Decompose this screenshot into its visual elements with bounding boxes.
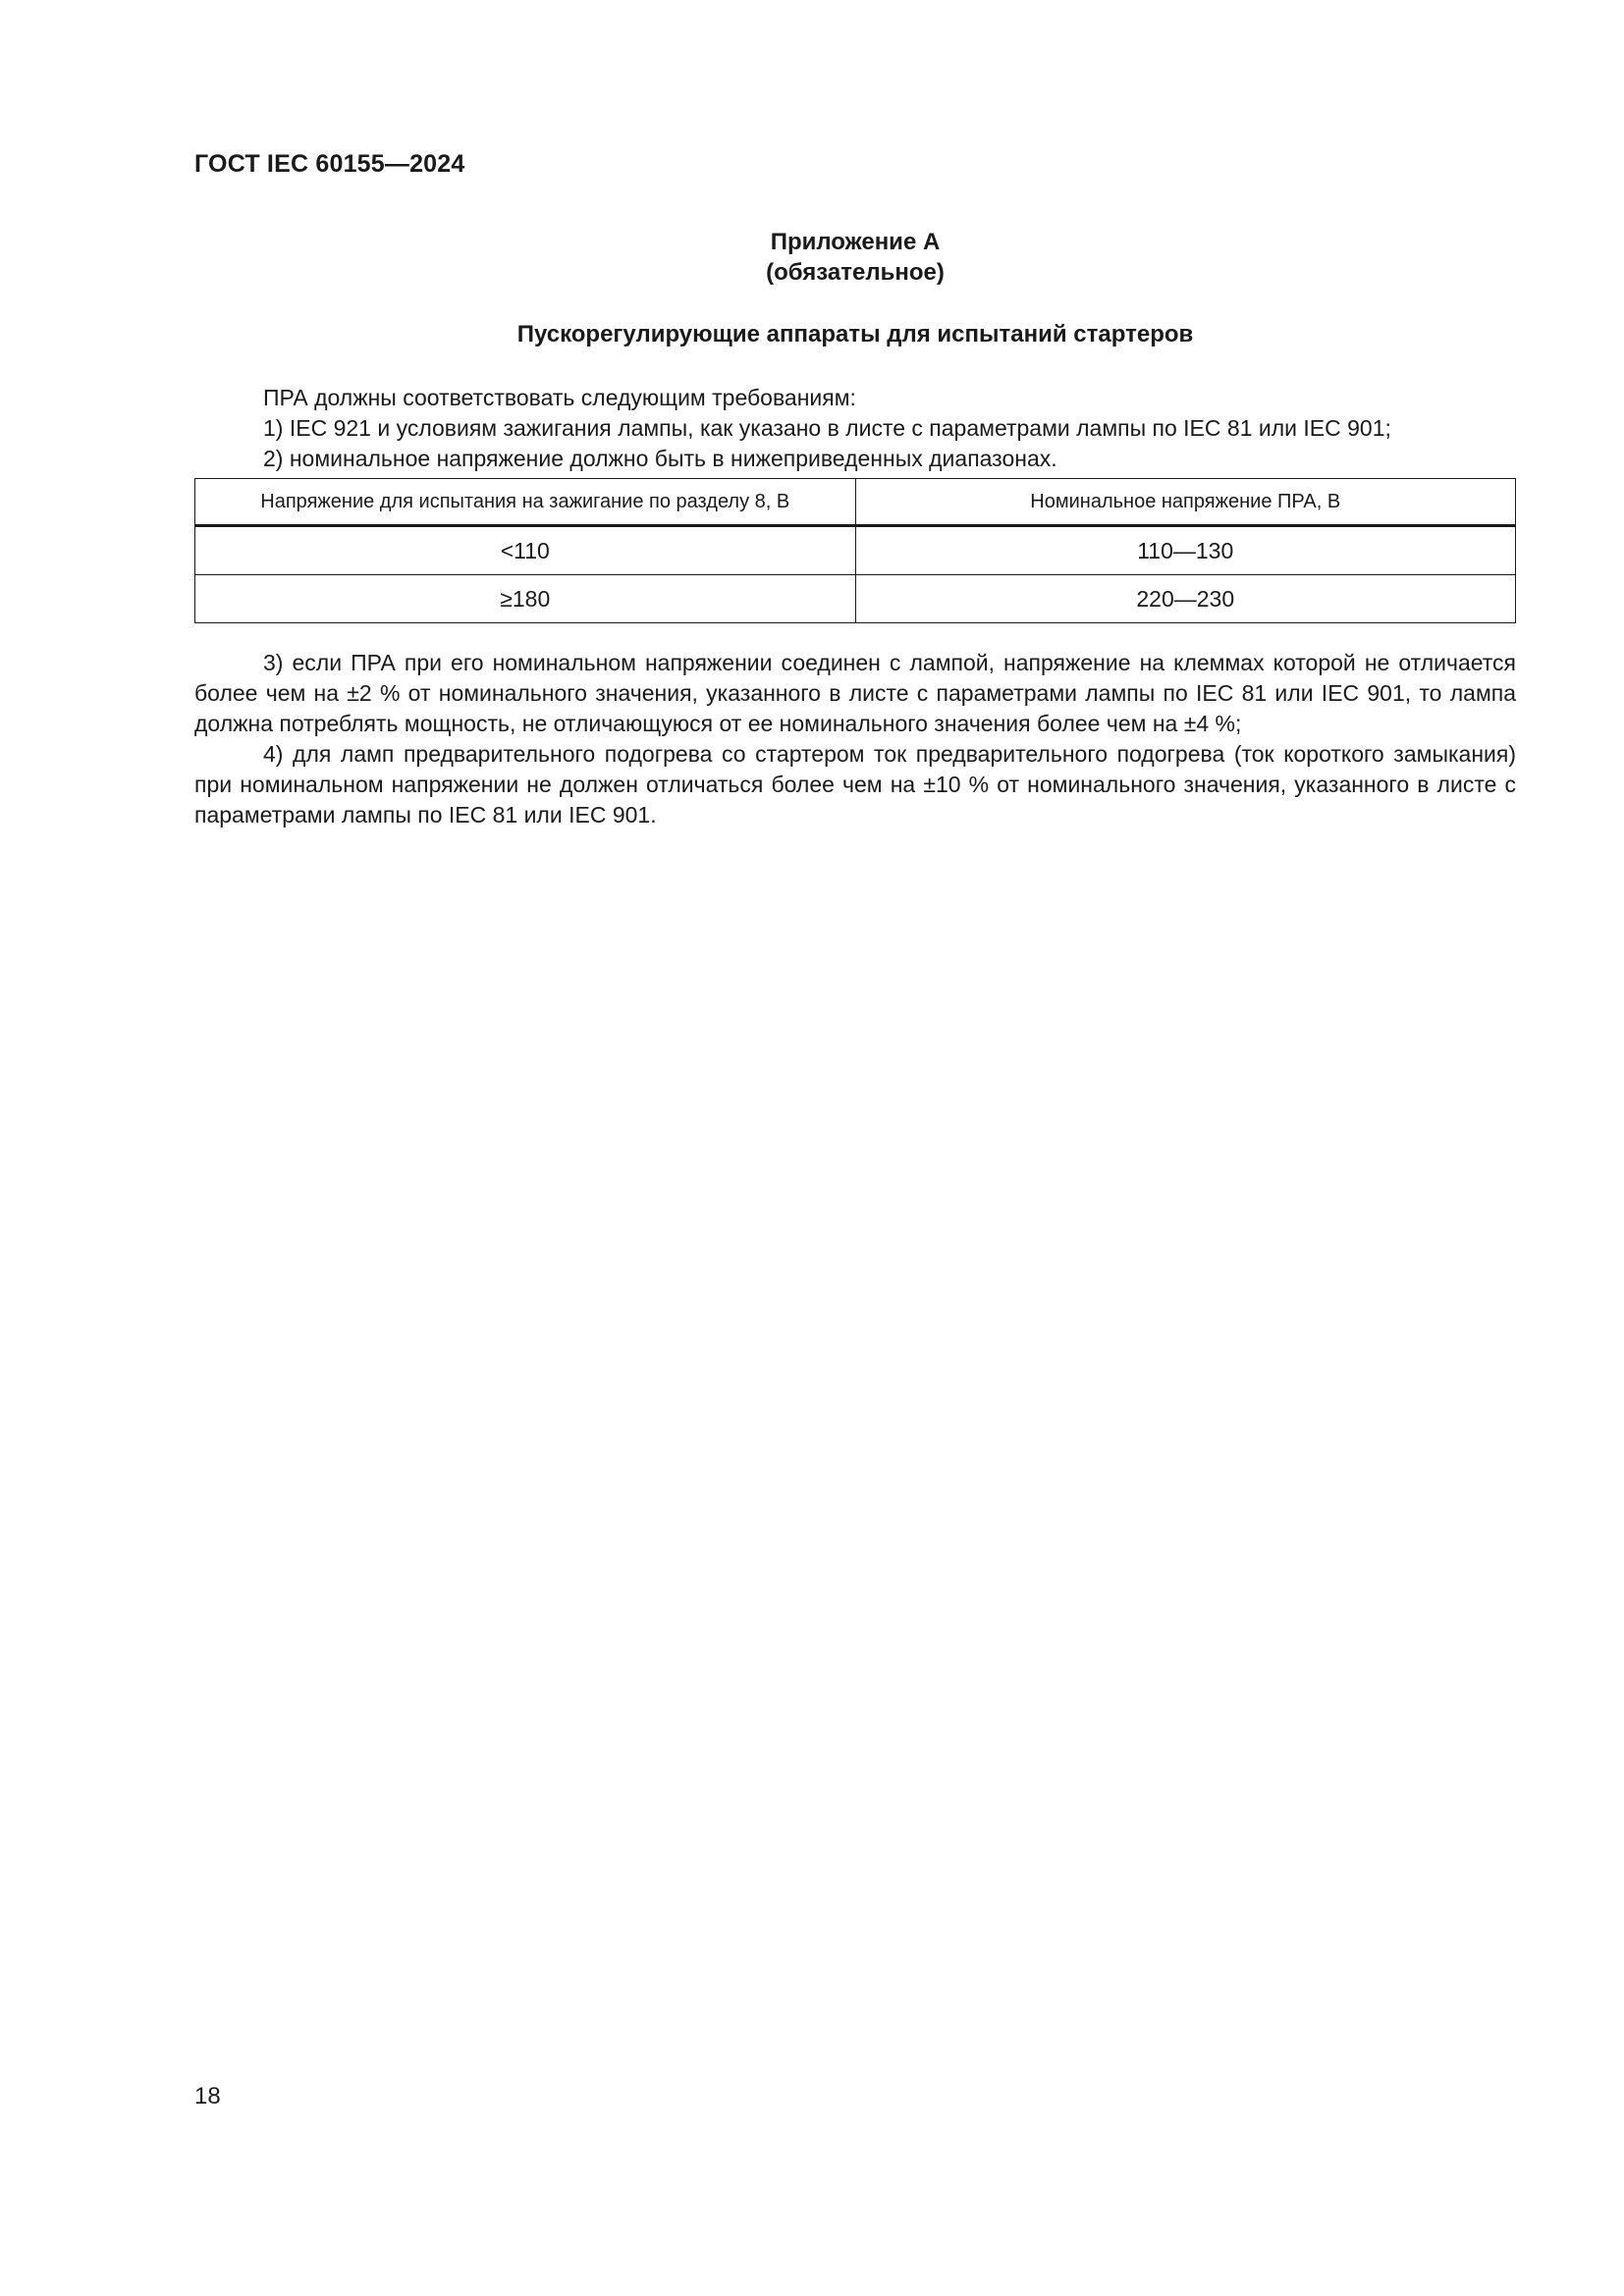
table-header-test-voltage: Напряжение для испытания на зажигание по разделу 8, В: [195, 479, 856, 526]
requirement-item-2: 2) номинальное напряжение должно быть в нижеприведенных диапазонах.: [263, 446, 1057, 471]
annex-label: Приложение А: [770, 229, 941, 255]
body-text: [194, 648, 1516, 830]
table-row: [195, 575, 1516, 623]
requirements-intro: ПРА должны соответствовать следующим требованиям:: [263, 385, 856, 410]
page-number: 18: [194, 2083, 221, 2109]
requirement-item-4: 4) для ламп предварительного подогрева со стартером ток предварительного подогрева (ток короткого замыкания) при номинальном напряжении не должен отличаться более чем на ±10 % от номинального значения, указанного в листе с параметрами лампы по IEC 81 или IEC 901.: [194, 741, 1516, 828]
annex-title: Пускорегулирующие аппараты для испытаний стартеров: [516, 321, 1194, 347]
voltage-table: [194, 478, 1516, 623]
requirement-item-1: 1) IEC 921 и условиям зажигания лампы, как указано в листе с параметрами лампы по IEC 81 или IEC 901;: [263, 415, 1391, 441]
requirements-list: [194, 383, 1516, 474]
annex-heading: [194, 227, 1516, 288]
annex-status: (обязательное): [766, 259, 945, 286]
table-cell: 220—230: [855, 575, 1516, 623]
table-cell: ≥180: [195, 575, 856, 623]
requirement-item-3: 3) если ПРА при его номинальном напряжении соединен с лампой, напряжение на клеммах которой не отличается более чем на ±2 % от номинального значения, указанного в листе с параметрами лампы по IEC 81 или IEC 901, то лампа должна потреблять мощность, не отличающуюся от ее номинального значения более чем на ±4 %;: [194, 650, 1516, 736]
table-cell: <110: [195, 526, 856, 575]
table-row: [195, 526, 1516, 575]
document-code: ГОСТ IEC 60155—2024: [194, 150, 465, 178]
table-header-row: [195, 479, 1516, 526]
table-header-rated-voltage: Номинальное напряжение ПРА, В: [855, 479, 1516, 526]
table-cell: 110—130: [855, 526, 1516, 575]
